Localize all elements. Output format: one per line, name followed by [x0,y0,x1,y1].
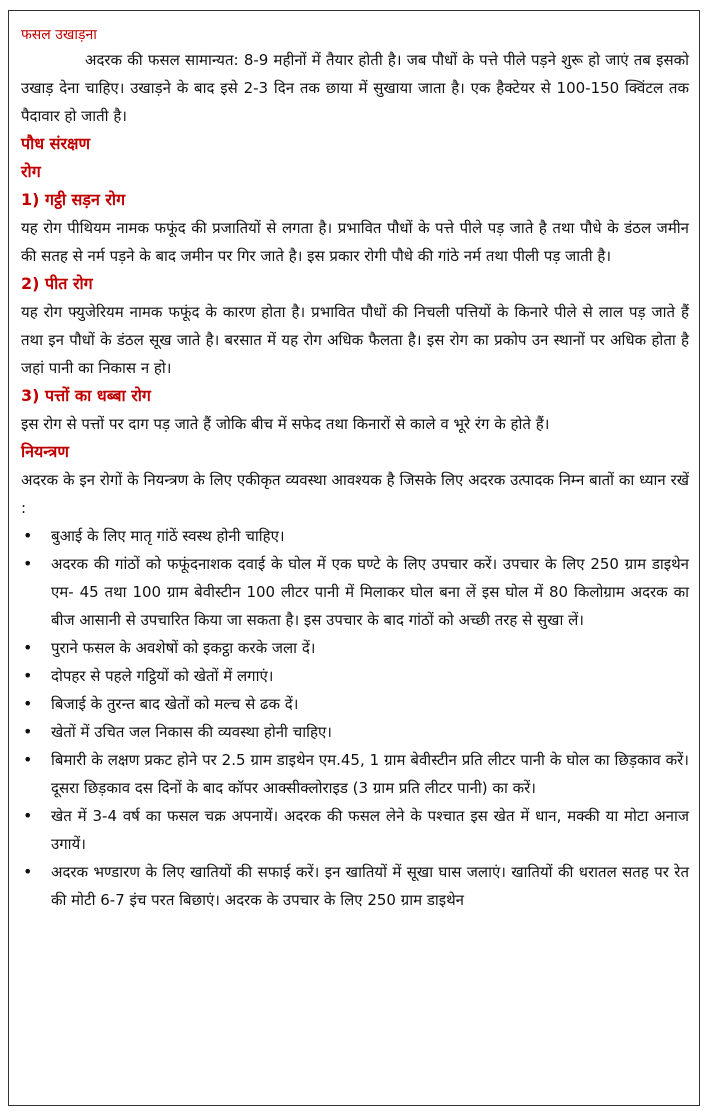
disease-3-text: इस रोग से पत्तों पर दाग पड़ जाते हैं जोकि बीच में सफेद तथा किनारों से काले व भूरे रंग के होते हैं। [21,415,550,433]
control-intro: अदरक के इन रोगों के नियन्त्रण के लिए एकीकृत व्यवस्था आवश्यक है जिसके लिए अदरक उत्पादक निम्न बातों का ध्यान रखें : [21,471,689,517]
list-item: • पुराने फसल के अवशेषों को इकट्ठा करके जला दें। [21,634,689,662]
list-item: • दोपहर से पहले गट्ठियों को खेतों में लगाएं। [21,662,689,690]
plant-protection-heading: पौध संरक्षण [21,134,91,153]
list-item: • खेतों में उचित जल निकास की व्यवस्था होनी चाहिए। [21,718,689,746]
list-item: • अदरक भण्डारण के लिए खातियों की सफाई करें। इन खातियों में सूखा घास जलाएं। खातियों की धरातल सतह पर रेत की मोटी 6-7 इंच परत बिछाएं। अदरक के उपचार के लिए 250 ग्राम डाइथेन [21,858,689,914]
control-list [21,522,689,914]
document-page [8,10,700,1106]
list-item: • अदरक की गांठों को फफूंदनाशक दवाई के घोल में एक घण्टे के लिए उपचार करें। उपचार के लिए 250 ग्राम डाइथेन एम- 45 तथा 100 ग्राम बेवीस्टीन 100 लीटर पानी में मिलाकर घोल बना लें इस घोल में 80 किलोग्राम अदरक का बीज आसानी से उपचारित किया जा सकता है। इस उपचार के बाद गांठों को अच्छी तरह से सुखा लें। [21,550,689,634]
harvest-paragraph: अदरक की फसल सामान्यत: 8-9 महीनों में तैयार होती है। जब पौधों के पत्ते पीले पड़ने शुरू हो जाएं तब इसको उखाड़ देना चाहिए। उखाड़ने के बाद इसे 2-3 दिन तक छाया में सुखाया जाता है। एक हैक्टेयर से 100-150 क्विंटल तक पैदावार हो जाती है। [21,51,689,125]
list-item: • खेत में 3-4 वर्ष का फसल चक्र अपनायें। अदरक की फसल लेने के पश्चात इस खेत में धान, मक्की या मोटा अनाज उगायें। [21,802,689,858]
disease-3-title: 3) पत्तों का धब्बा रोग [21,386,151,405]
harvest-heading: फसल उखाड़ना [21,27,97,43]
disease-1-title: 1) गट्ठी सड़न रोग [21,190,126,209]
disease-2-text: यह रोग फ्युजेरियम नामक फफूंद के कारण होता है। प्रभावित पौधों की निचली पत्तियों के किनारे पीले से लाल पड़ जाते हैं तथा इन पौधों के डंठल सूख जाते है। बरसात में यह रोग अधिक फैलता है। इस रोग का प्रकोप उन स्थानों पर अधिक होता है जहां पानी का निकास न हो। [21,303,690,377]
list-item: • बुआई के लिए मातृ गांठें स्वस्थ होनी चाहिए। [21,522,689,550]
disease-1-text: यह रोग पीथियम नामक फफूंद की प्रजातियों से लगता है। प्रभावित पौधों के पत्ते पीले पड़ जाते है तथा पौधे के डंठल जमीन की सतह से नर्म पड़ने के बाद जमीन पर गिर जाते है। इस प्रकार रोगी पौधे की गांठे नर्म तथा पीली पड़ जाती है। [21,219,689,265]
list-item: • बिजाई के तुरन्त बाद खेतों को मल्च से ढक दें। [21,690,689,718]
disease-2-title: 2) पीत रोग [21,274,93,293]
list-item: • बिमारी के लक्षण प्रकट होने पर 2.5 ग्राम डाइथेन एम.45, 1 ग्राम बेवीस्टीन प्रति लीटर पानी के घोल का छिड़काव करें। दूसरा छिड़काव दस दिनों के बाद कॉपर आक्सीक्लोराइड (3 ग्राम प्रति लीटर पानी) का करें। [21,746,689,802]
disease-heading: रोग [21,162,41,181]
control-heading: नियन्त्रण [21,442,69,461]
